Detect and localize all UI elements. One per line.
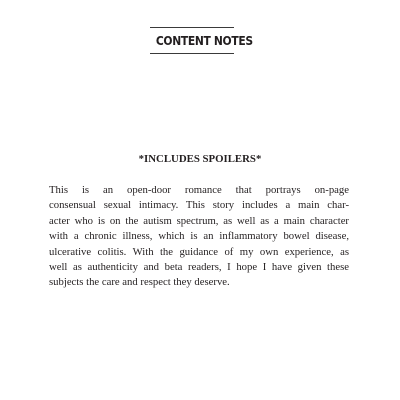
bottom-rule <box>150 53 234 54</box>
page-title: CONTENT NOTES <box>155 33 253 48</box>
paragraph-line: well as authenticity and beta readers, I hope I have given these <box>49 261 349 274</box>
heading-block <box>150 27 253 54</box>
paragraph-line: acter who is on the autism spectrum, as well as a main character <box>49 214 349 227</box>
paragraph-line: with a chronic illness, which is an inflammatory bowel disease, <box>49 230 349 243</box>
paragraph-line: This is an open-door romance that portrays on-page <box>49 184 349 196</box>
top-rule <box>150 27 234 28</box>
paragraph-line: subjects the care and respect they deserve. <box>49 276 230 289</box>
paragraph-line: consensual sexual intimacy. This story includes a main char- <box>49 199 349 212</box>
paragraph-line: ulcerative colitis. With the guidance of my own experience, as <box>49 245 349 258</box>
spoiler-warning: *INCLUDES SPOILERS* <box>138 153 262 165</box>
content-note-paragraph <box>49 183 349 291</box>
